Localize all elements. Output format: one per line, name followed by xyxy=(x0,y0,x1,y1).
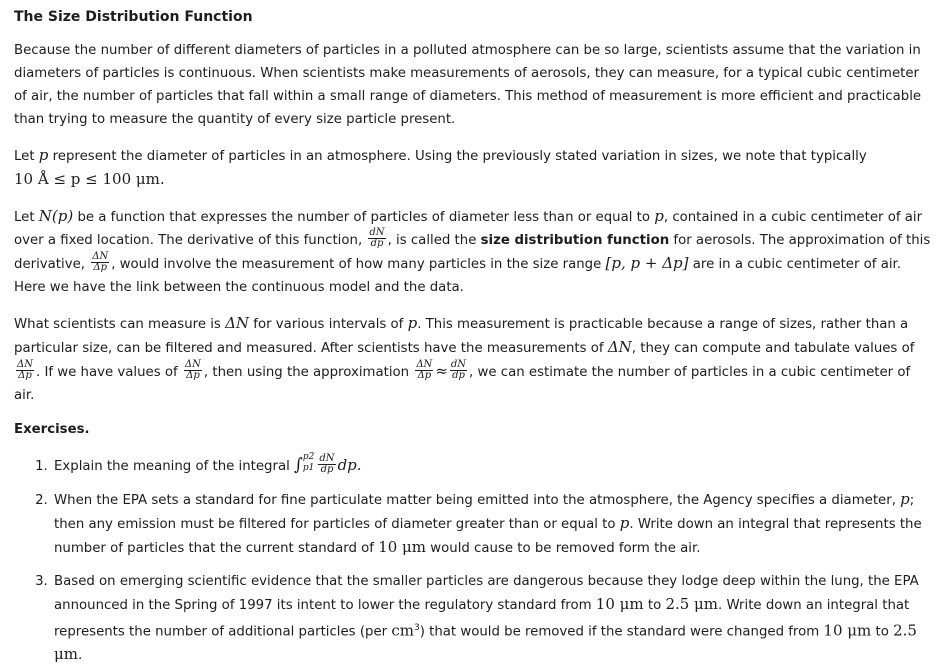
term-size-distribution: size distribution function xyxy=(480,233,670,248)
fraction-DN-Dp: $\frac{\Delta N}{\Delta p}$ xyxy=(17,358,33,381)
paragraph-intro: Because the number of different diameters of particles in a polluted atmosphere can be so large, scientists assume that the variation in diameters of particles is continuous. When scientists make measurements of aerosols, they can measure, for a typical cubic centimeter of air, the number of particles that fall within a small range of diameters. This method of measurement is more efficient and practicable than trying to measure the quantity of every size particle present. xyxy=(14,43,922,127)
paragraph-function: Let N(p) be a function that expresses the number of particles of diameter less than or equal to p, contained in a cubic centimeter of air over a fixed location. The derivative of this function, $\frac{dN}{dp}$ , is called the size distribution function for aerosols. The approximation of this derivative, $\frac{\Delta N}{\Delta p}$ , would involve the measurement of how many particles in the size range [p, p + Δp] are in a cubic centimeter of air. Here we have the link between the continuous model and the data. xyxy=(14,207,931,295)
fraction-dN-dp: $\frac{dN}{dp}$ xyxy=(319,452,335,475)
fraction-dN-dp: $\frac{dN}{dp}$ xyxy=(369,226,385,249)
exercise-list xyxy=(14,454,934,667)
fraction-DN-Dp: $\frac{\Delta N}{\Delta p}$ xyxy=(92,250,109,273)
paragraph-measure: What scientists can measure is ΔN for various intervals of p. This measurement is practicable because a range of sizes, rather than a particular size, can be filtered and measured. After scientists have the measurements of ΔN, they can compute and tabulate values of $\frac{\Delta N}{\Delta p}$ . If we have values of $\frac{\Delta N}{\Delta p}$ , then using the approximation $\frac{\Delta N}{\Delta p}$ ≈ $\frac{dN}{dp}$ , we can estimate the number of particles in a cubic centimeter of air. xyxy=(14,314,915,403)
fraction-DN-Dp: $\frac{\Delta N}{\Delta p}$ xyxy=(184,358,201,381)
exercise-item: 3. Based on emerging scientific evidence that the smaller particles are dangerous because they lodge deep within the lung, the EPA announced in the Spring of 1997 its intent to lower the regulatory standard from 10 μm to 2.5 μm. Write down an integral that represents the number of additional particles (per $cm^3$) that would be removed if the standard were changed from 10 μm to 2.5 μm. xyxy=(52,570,934,667)
paragraph-diameter: Let p represent the diameter of particles in an atmosphere. Using the previously stated variation in sizes, we note that typically 10 Å ≤ p ≤ 100 μm. xyxy=(14,146,867,188)
exercises-title: Exercises. xyxy=(14,422,90,437)
fraction-dN-dp: $\frac{dN}{dp}$ xyxy=(450,358,467,381)
exercise-item: 1. Explain the meaning of the integral ∫ p2 p1 $\frac{dN}{dp}$ dp. xyxy=(52,454,934,478)
fraction-DN-Dp: $\frac{\Delta N}{\Delta p}$ xyxy=(416,358,433,381)
integral-sign: ∫ xyxy=(294,455,303,475)
integral-limits: p2 p1 xyxy=(302,452,315,473)
diameter-range: 10 Å ≤ p ≤ 100 μm. xyxy=(14,170,165,188)
exercise-item: 2. When the EPA sets a standard for fine particulate matter being emitted into the atmosphere, the Agency specifies a diameter, p; then any emission must be filtered for particles of diameter greater than or equal to p. Write down an integral that represents the number of particles that the current standard of 10 μm would cause to be removed form the air. xyxy=(52,488,934,560)
section-heading: The Size Distribution Function xyxy=(14,9,253,25)
